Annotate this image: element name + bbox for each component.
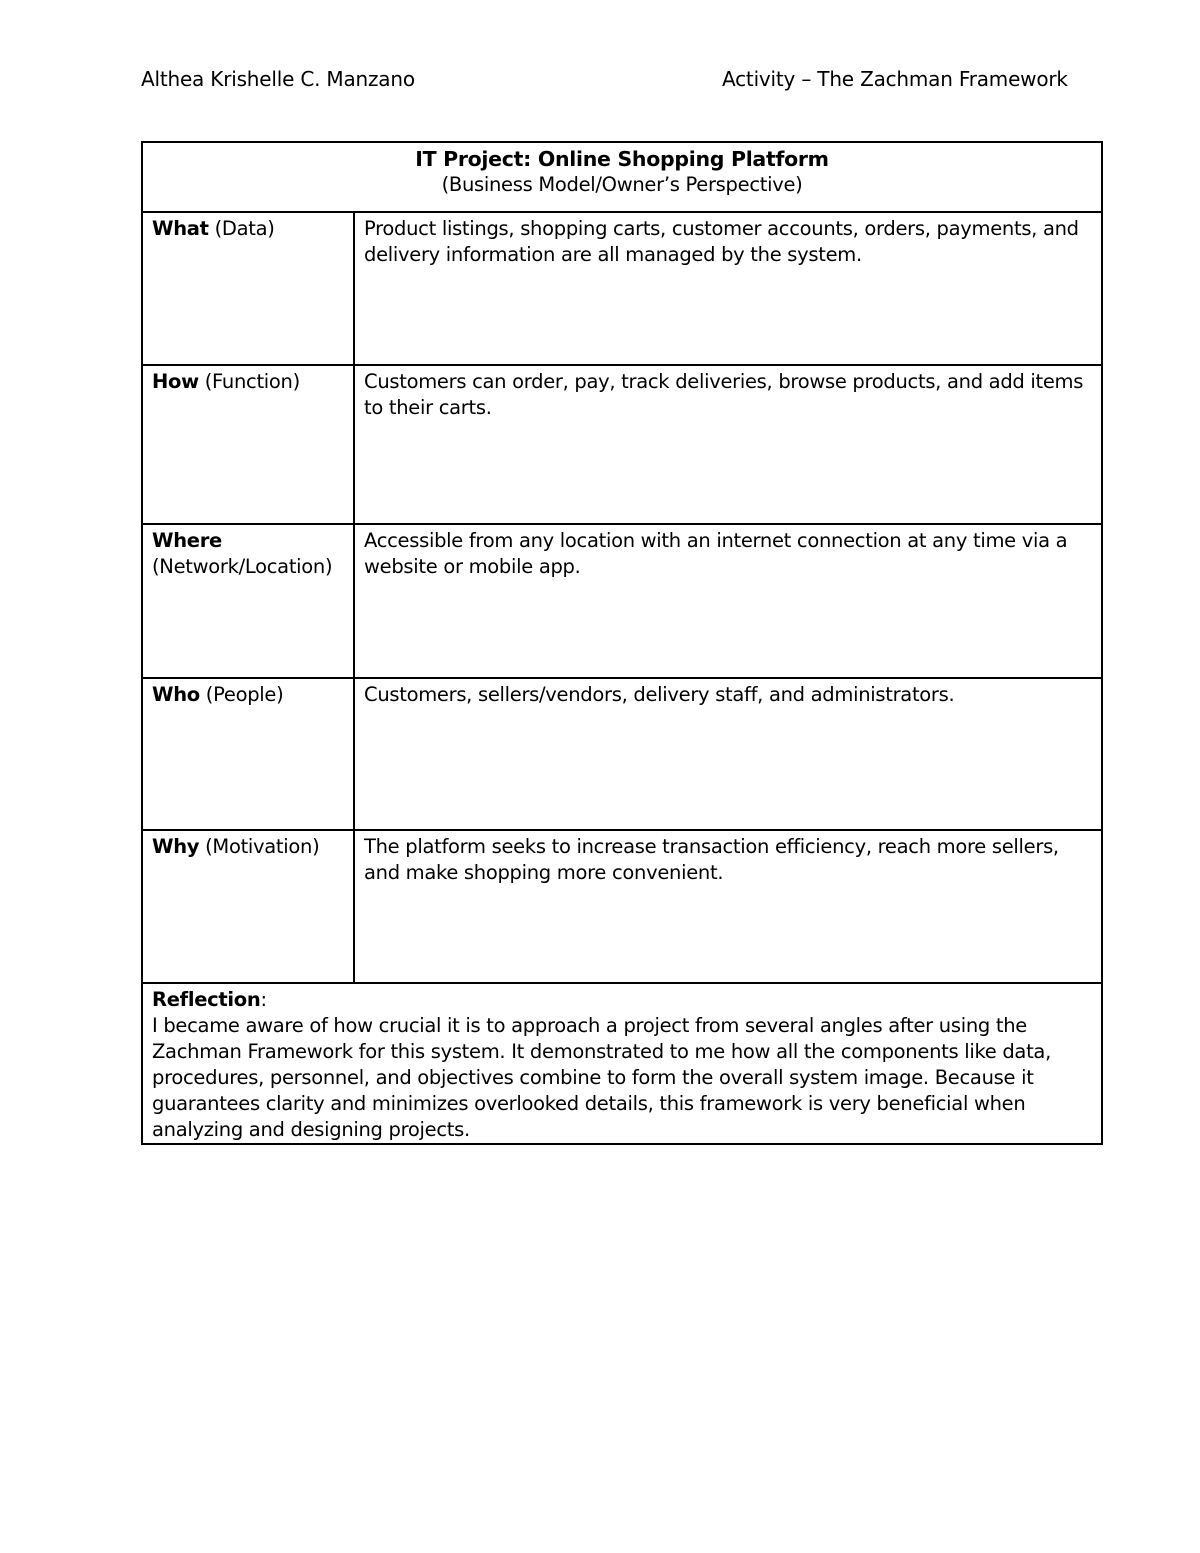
row-sublabel: (Function): [204, 370, 300, 393]
row-content: Product listings, shopping carts, customer accounts, orders, payments, and delivery information are all managed by the system.: [354, 212, 1102, 365]
row-label: Why: [152, 835, 200, 858]
row-label-cell: [142, 212, 354, 365]
reflection-colon: :: [260, 988, 267, 1011]
table-title-row: [142, 142, 1102, 212]
reflection-cell: [142, 983, 1102, 1144]
table-row-where: [142, 524, 1102, 678]
author-name: Althea Krishelle C. Manzano: [141, 67, 415, 91]
row-sublabel: (Motivation): [205, 835, 320, 858]
table-row-reflection: [142, 983, 1102, 1144]
table-row-how: [142, 365, 1102, 524]
row-label-cell: [142, 830, 354, 983]
row-label-cell: [142, 365, 354, 524]
table-row-who: [142, 678, 1102, 830]
row-label-cell: [142, 524, 354, 678]
row-label: How: [152, 370, 199, 393]
row-sublabel: (Network/Location): [152, 555, 333, 578]
row-sublabel: (Data): [214, 217, 275, 240]
row-sublabel: (People): [205, 683, 284, 706]
row-label: What: [152, 217, 209, 240]
reflection-label: Reflection: [152, 988, 261, 1011]
zachman-table: [141, 141, 1103, 1145]
reflection-text: I became aware of how crucial it is to approach a project from several angles after using the Zachman Framework for this system. It demonstrated to me how all the components like data, procedures, personnel, and objectives combine to form the overall system image. Because it guarantees clarity and minimizes overlooked details, this framework is very beneficial when analyzing and designing projects.: [152, 1014, 1051, 1141]
row-label: Where: [152, 529, 222, 552]
row-content: Customers, sellers/vendors, delivery staff, and administrators.: [354, 678, 1102, 830]
row-label: Who: [152, 683, 200, 706]
project-perspective: (Business Model/Owner’s Perspective): [441, 173, 803, 196]
row-content: Customers can order, pay, track deliveries, browse products, and add items to their carts.: [354, 365, 1102, 524]
row-label-cell: [142, 678, 354, 830]
row-content: Accessible from any location with an internet connection at any time via a website or mobile app.: [354, 524, 1102, 678]
project-title: IT Project: Online Shopping Platform: [415, 147, 829, 171]
table-title-cell: [142, 142, 1102, 212]
row-content: The platform seeks to increase transaction efficiency, reach more sellers, and make shopping more convenient.: [354, 830, 1102, 983]
table-row-what: [142, 212, 1102, 365]
activity-title: Activity – The Zachman Framework: [722, 67, 1068, 91]
table-row-why: [142, 830, 1102, 983]
